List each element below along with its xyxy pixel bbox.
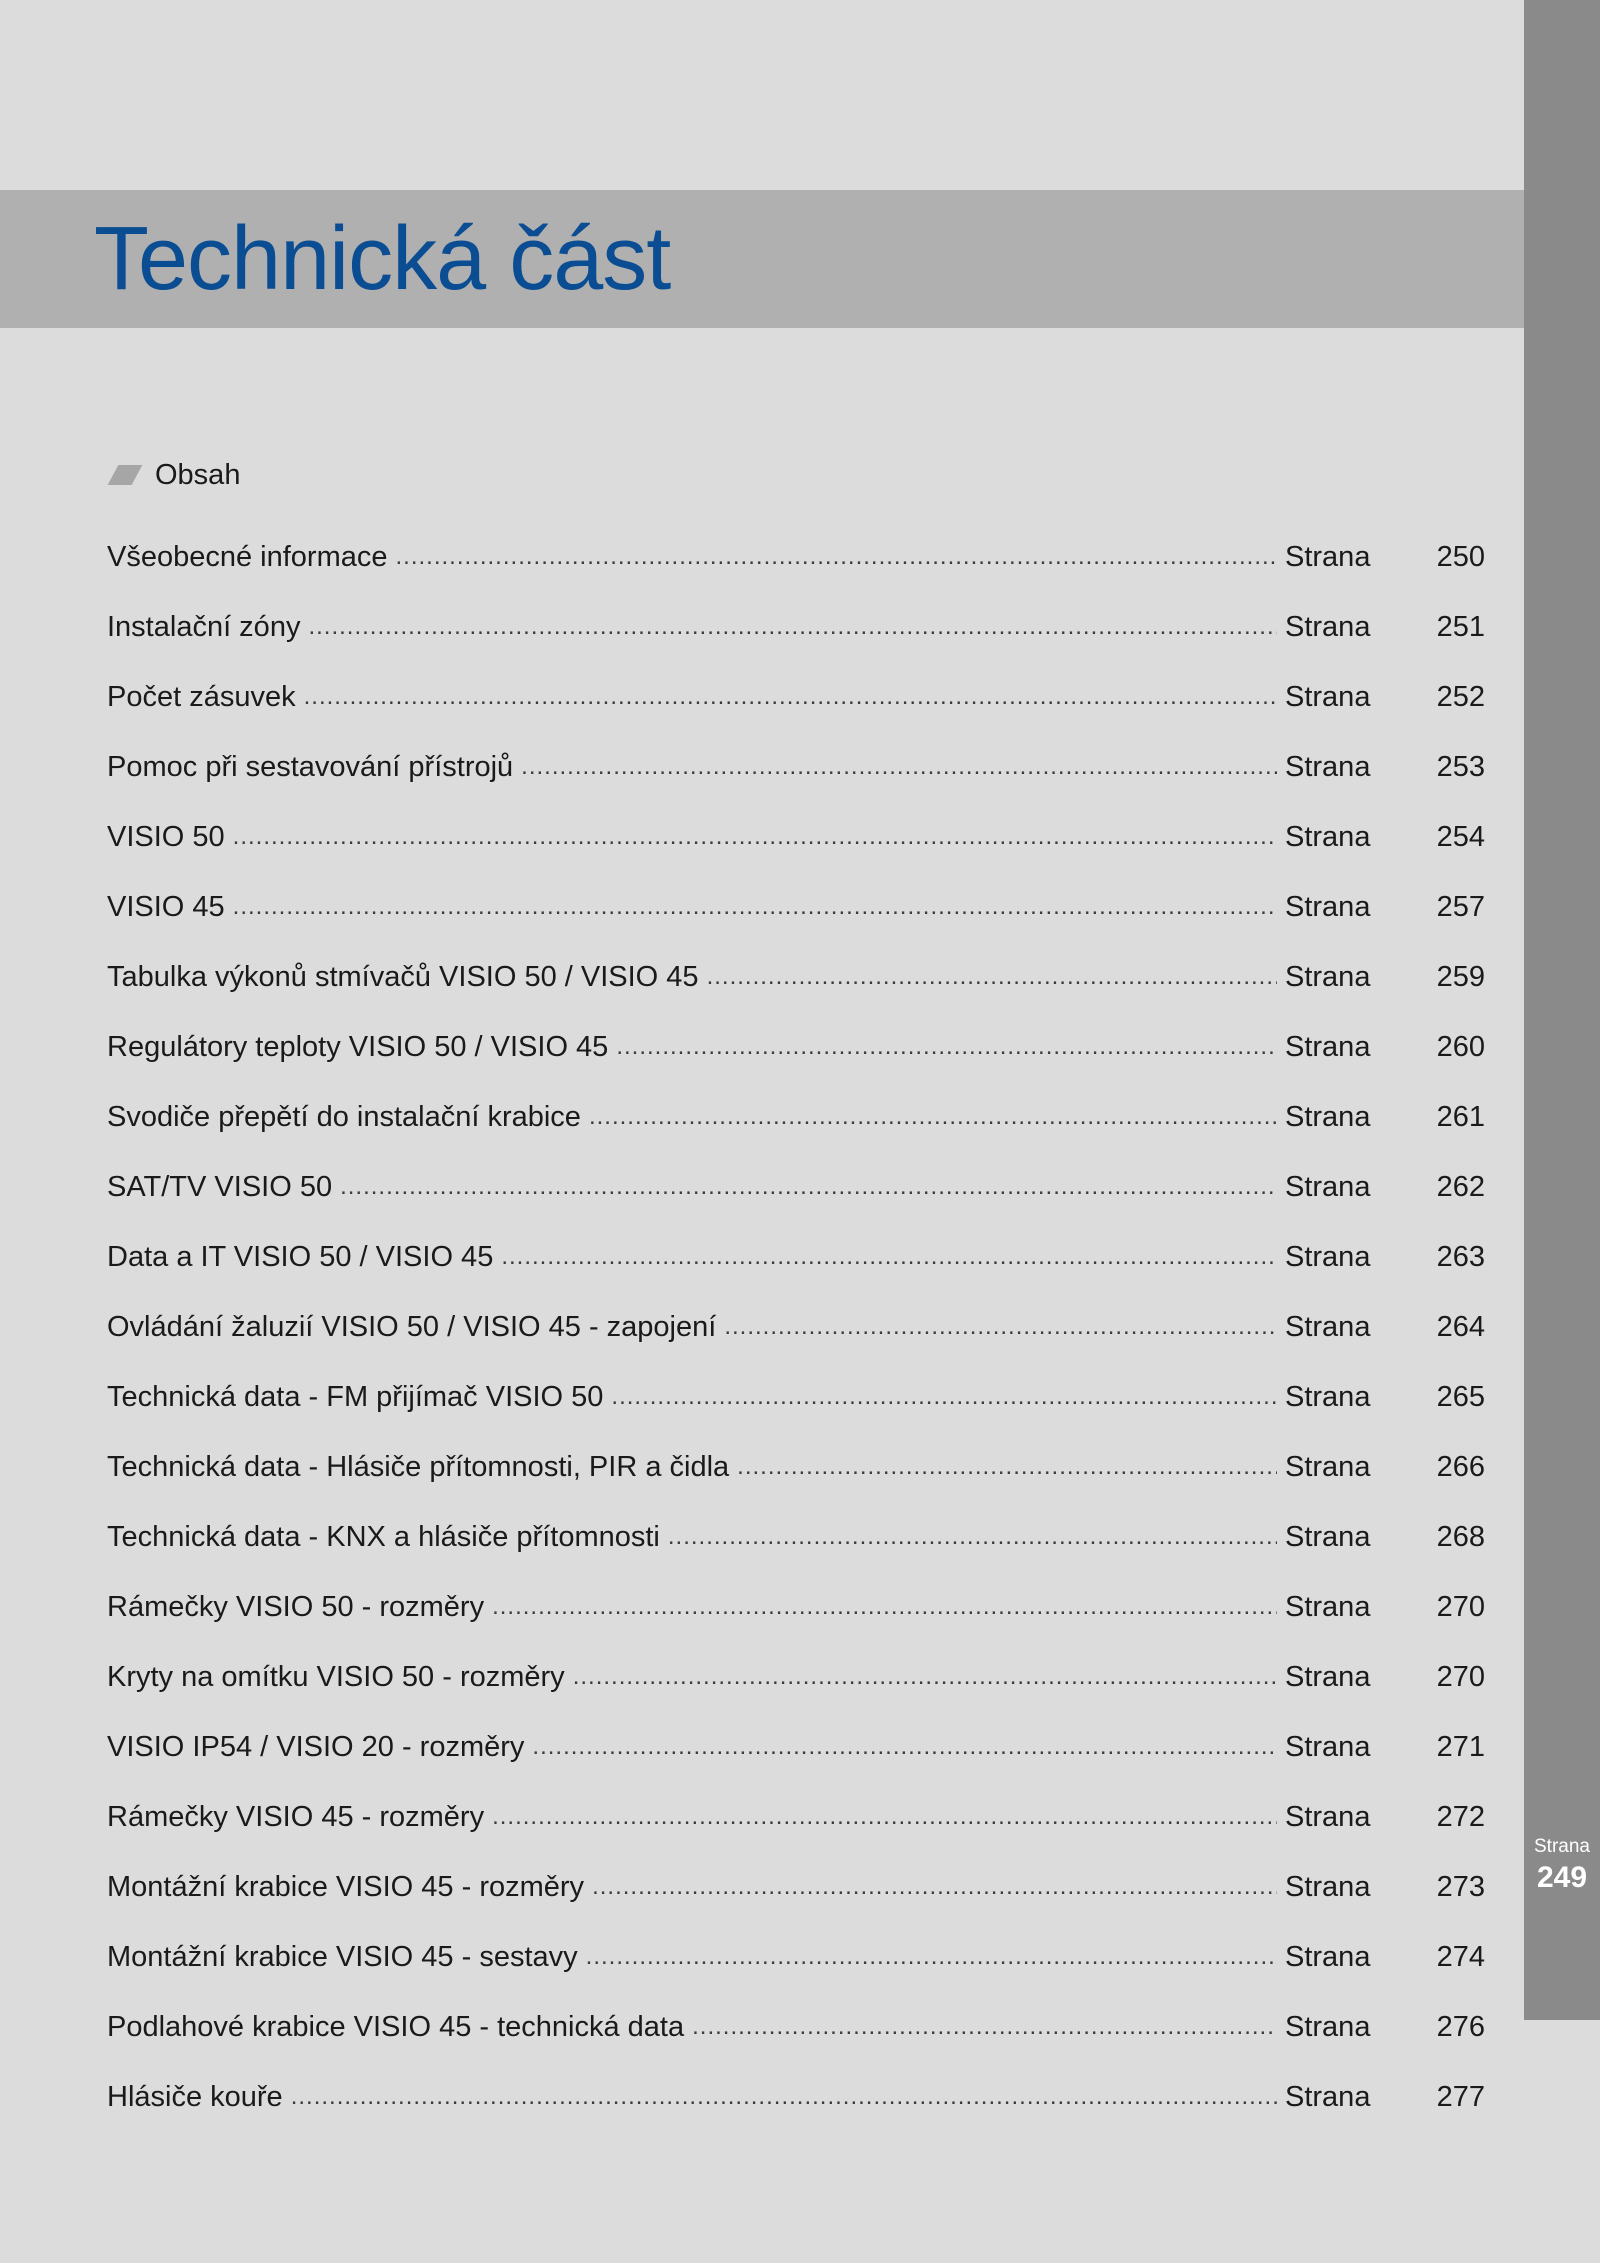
page-title: Technická část [94,209,671,309]
toc-entry[interactable] [107,1502,1485,1572]
toc-entry-page-number: 273 [1436,1870,1485,1903]
toc-entry[interactable] [107,662,1485,732]
dot-leader [724,1292,1277,1362]
toc-entry[interactable] [107,872,1485,942]
dot-leader [396,522,1278,592]
toc-entry-page-number: 259 [1436,960,1485,993]
toc-entry-title: Montážní krabice VISIO 45 - rozměry [107,1870,585,1903]
toc-entry-page-number: 271 [1436,1730,1485,1763]
toc-entry-page-number: 262 [1436,1170,1485,1203]
toc-entry-title: Rámečky VISIO 45 - rozměry [107,1800,485,1833]
dot-leader [233,802,1277,872]
dot-leader [492,1782,1277,1852]
toc-entry-page-label: Strana [1285,1380,1371,1413]
toc-entry-title: VISIO IP54 / VISIO 20 - rozměry [107,1730,525,1763]
toc-entry-page-label: Strana [1285,1450,1371,1483]
toc-entry[interactable] [107,1292,1485,1362]
toc-entry-title: Regulátory teploty VISIO 50 / VISIO 45 [107,1030,609,1063]
toc-entry[interactable] [107,802,1485,872]
toc-entry-page-label: Strana [1285,890,1371,923]
page-number-tab [1524,1836,1600,1896]
toc-entry-page-label: Strana [1285,750,1371,783]
toc-entry-page-label: Strana [1285,680,1371,713]
toc-entry-page-label: Strana [1285,1100,1371,1133]
toc-entry-page-label: Strana [1285,1170,1371,1203]
dot-leader [589,1082,1277,1152]
toc-entry-title: VISIO 45 [107,890,225,923]
toc-entry[interactable] [107,1782,1485,1852]
toc-entry[interactable] [107,942,1485,1012]
toc-entry-page-number: 251 [1436,610,1485,643]
toc-entry-title: Rámečky VISIO 50 - rozměry [107,1590,485,1623]
toc-entry-page-number: 274 [1436,1940,1485,1973]
toc-entry[interactable] [107,522,1485,592]
toc-entry-title: Pomoc při sestavování přístrojů [107,750,514,783]
dot-leader [291,2062,1277,2132]
toc-entry[interactable] [107,1012,1485,1082]
toc-entry-page-label: Strana [1285,2010,1371,2043]
toc-entry-page-number: 276 [1436,2010,1485,2043]
toc-entry[interactable] [107,1992,1485,2062]
toc-entry-title: Podlahové krabice VISIO 45 - technická data [107,2010,685,2043]
toc-entry-page-number: 266 [1436,1450,1485,1483]
dot-leader [501,1222,1277,1292]
toc-entry-page-number: 253 [1436,750,1485,783]
dot-leader [616,1012,1277,1082]
toc-entry-page-label: Strana [1285,1030,1371,1063]
toc-heading [107,455,240,495]
toc-entry-page-label: Strana [1285,820,1371,853]
page-number: 249 [1536,1861,1588,1894]
toc-entry-page-label: Strana [1285,1800,1371,1833]
toc-entry[interactable] [107,2062,1485,2132]
page-number-label: Strana [1534,1836,1590,1857]
dot-leader [532,1712,1277,1782]
toc-entry-page-number: 277 [1436,2080,1485,2113]
toc-entry-title: Technická data - KNX a hlásiče přítomnosti [107,1520,660,1553]
toc-entry-page-label: Strana [1285,2080,1371,2113]
toc-entry-page-label: Strana [1285,1590,1371,1623]
toc-entry-title: VISIO 50 [107,820,225,853]
toc-entry[interactable] [107,732,1485,802]
toc-entry-title: Technická data - Hlásiče přítomnosti, PIR a čidla [107,1450,730,1483]
toc-entry-page-label: Strana [1285,1730,1371,1763]
toc-entry-title: Ovládání žaluzií VISIO 50 / VISIO 45 - zapojení [107,1310,717,1343]
dot-leader [492,1572,1277,1642]
toc-entry-page-label: Strana [1285,1660,1371,1693]
side-strip [1524,0,1600,2020]
toc-entry-page-number: 252 [1436,680,1485,713]
toc-entry-title: Svodiče přepětí do instalační krabice [107,1100,581,1133]
toc-entry-page-label: Strana [1285,1870,1371,1903]
toc-entry-page-number: 250 [1436,540,1485,573]
toc-entry-page-label: Strana [1285,1240,1371,1273]
toc-entry-title: Kryty na omítku VISIO 50 - rozměry [107,1660,565,1693]
toc-entry[interactable] [107,1362,1485,1432]
dot-leader [340,1152,1277,1222]
dot-leader [586,1922,1277,1992]
toc-entry-page-number: 263 [1436,1240,1485,1273]
toc-entry-title: Všeobecné informace [107,540,388,573]
dot-leader [737,1432,1277,1502]
toc-entry[interactable] [107,1082,1485,1152]
toc-entry-page-number: 272 [1436,1800,1485,1833]
section-marker-icon [108,465,143,485]
toc-entry[interactable] [107,1152,1485,1222]
toc-entry-page-label: Strana [1285,1520,1371,1553]
toc-entry[interactable] [107,1852,1485,1922]
toc-entry[interactable] [107,592,1485,662]
toc-entry[interactable] [107,1572,1485,1642]
toc-entry-page-number: 254 [1436,820,1485,853]
toc-entry-title: SAT/TV VISIO 50 [107,1170,333,1203]
dot-leader [573,1642,1277,1712]
toc-entry-page-label: Strana [1285,540,1371,573]
toc-entry-title: Počet zásuvek [107,680,296,713]
toc-entry-title: Tabulka výkonů stmívačů VISIO 50 / VISIO 45 [107,960,699,993]
dot-leader [592,1852,1277,1922]
dot-leader [233,872,1277,942]
dot-leader [308,592,1277,662]
toc-entry-page-number: 268 [1436,1520,1485,1553]
toc-entry[interactable] [107,1642,1485,1712]
toc-entry[interactable] [107,1222,1485,1292]
toc-entry-title: Hlásiče kouře [107,2080,283,2113]
toc-entry[interactable] [107,1922,1485,1992]
dot-leader [692,1992,1277,2062]
dot-leader [521,732,1277,802]
toc-entry-page-number: 270 [1436,1660,1485,1693]
toc-entry-page-label: Strana [1285,610,1371,643]
toc-entry-page-label: Strana [1285,1940,1371,1973]
toc-entry[interactable] [107,1432,1485,1502]
dot-leader [611,1362,1277,1432]
toc-entry-page-number: 257 [1436,890,1485,923]
toc-entry-page-number: 270 [1436,1590,1485,1623]
toc-entry[interactable] [107,1712,1485,1782]
toc-entry-title: Data a IT VISIO 50 / VISIO 45 [107,1240,494,1273]
toc-entry-title: Technická data - FM přijímač VISIO 50 [107,1380,604,1413]
dot-leader [304,662,1277,732]
table-of-contents [107,522,1485,2132]
toc-heading-label: Obsah [155,459,241,491]
dot-leader [668,1502,1277,1572]
toc-entry-page-number: 265 [1436,1380,1485,1413]
toc-entry-page-number: 264 [1436,1310,1485,1343]
toc-entry-title: Montážní krabice VISIO 45 - sestavy [107,1940,578,1973]
toc-entry-page-label: Strana [1285,1310,1371,1343]
dot-leader [707,942,1277,1012]
toc-entry-page-number: 261 [1436,1100,1485,1133]
toc-entry-page-label: Strana [1285,960,1371,993]
toc-entry-page-number: 260 [1436,1030,1485,1063]
toc-entry-title: Instalační zóny [107,610,301,643]
